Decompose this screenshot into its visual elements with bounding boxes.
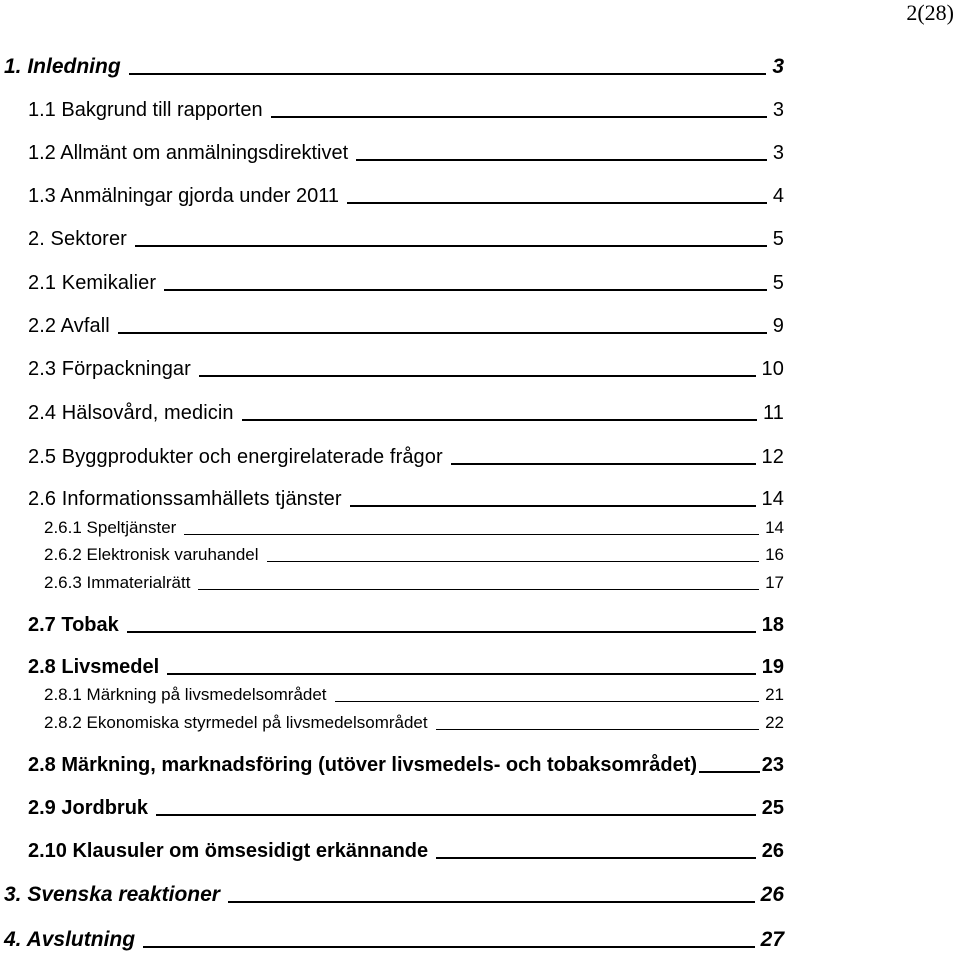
toc-entry-page: 18 (761, 614, 784, 636)
toc-entry-page: 17 (765, 573, 784, 592)
toc-entry-title: 2.1 Kemikalier (28, 272, 157, 294)
toc-entry-title: 2.8 Livsmedel (28, 656, 160, 678)
toc-leader-line (347, 202, 767, 204)
toc-entry-1-1[interactable] (28, 99, 784, 122)
toc-leader-line (228, 901, 755, 903)
toc-entry-page: 5 (772, 228, 784, 250)
toc-entry-title: 2.10 Klausuler om ömsesidigt erkännande (28, 840, 429, 862)
toc-entry-title: 2.6.1 Speltjänster (44, 518, 177, 537)
toc-entry-page: 3 (772, 55, 784, 78)
toc-entry-2-8-marking[interactable] (28, 754, 784, 777)
toc-entry-title: 2.6.3 Immaterialrätt (44, 573, 191, 592)
toc-entry-title: 2.3 Förpackningar (28, 358, 191, 380)
toc-leader-line (267, 561, 760, 562)
toc-leader-line (356, 159, 767, 161)
toc-leader-line (143, 946, 755, 948)
toc-leader-line (198, 589, 759, 590)
toc-leader-line (199, 375, 756, 377)
toc-entry-2-4[interactable] (28, 402, 784, 425)
toc-entry-2[interactable] (28, 228, 784, 251)
toc-leader-line (436, 729, 759, 730)
toc-entry-2-6-3[interactable] (44, 573, 784, 593)
toc-entry-title: 2.8.2 Ekonomiska styrmedel på livsmedelsområdet (44, 713, 428, 732)
toc-entry-title: 2.8 Märkning, marknadsföring (utöver livsmedels- och tobaksområdet) (28, 754, 698, 776)
toc-entry-2-6[interactable] (28, 488, 784, 511)
toc-entry-title: 2.4 Hälsovård, medicin (28, 402, 234, 424)
toc-leader-line (451, 463, 756, 465)
toc-leader-line (350, 505, 756, 507)
toc-entry-2-9[interactable] (28, 797, 784, 820)
toc-entry-page: 12 (761, 446, 784, 468)
toc-entry-page: 16 (765, 545, 784, 564)
toc-entry-page: 21 (765, 685, 784, 704)
toc-entry-title: 2.8.1 Märkning på livsmedelsområdet (44, 685, 327, 704)
toc-entry-title: 2.2 Avfall (28, 315, 110, 337)
page-number: 2(28) (906, 0, 954, 25)
toc-entry-title: 4. Avslutning (4, 928, 136, 951)
toc-leader-line (699, 771, 760, 773)
toc-leader-line (118, 332, 767, 334)
toc-entry-title: 2.9 Jordbruk (28, 797, 149, 819)
toc-entry-title: 1.3 Anmälningar gjorda under 2011 (28, 185, 339, 207)
toc-entry-title: 3. Svenska reaktioner (4, 883, 220, 906)
toc-leader-line (184, 534, 759, 535)
toc-entry-page: 27 (760, 928, 784, 951)
toc-leader-line (129, 73, 767, 75)
toc-entry-4[interactable] (4, 928, 784, 952)
toc-entry-page: 14 (765, 518, 784, 537)
toc-entry-page: 25 (761, 797, 784, 819)
toc-entry-1-2[interactable] (28, 142, 784, 165)
toc-leader-line (156, 814, 756, 816)
toc-entry-1[interactable] (4, 55, 784, 79)
toc-entry-title: 2. Sektorer (28, 228, 127, 250)
toc-entry-2-6-2[interactable] (44, 545, 784, 565)
toc-leader-line (167, 673, 756, 675)
toc-entry-page: 4 (772, 185, 784, 207)
toc-leader-line (127, 631, 756, 633)
toc-entry-2-7[interactable] (28, 614, 784, 637)
toc-leader-line (335, 701, 760, 702)
toc-entry-page: 3 (772, 142, 784, 164)
toc-entry-title: 1. Inledning (4, 55, 121, 78)
toc-entry-title: 2.5 Byggprodukter och energirelaterade frågor (28, 446, 443, 468)
toc-entry-page: 11 (763, 402, 784, 424)
toc-entry-page: 23 (761, 754, 784, 776)
toc-entry-page: 26 (760, 883, 784, 906)
toc-entry-2-8-2[interactable] (44, 713, 784, 733)
toc-entry-title: 2.7 Tobak (28, 614, 119, 636)
toc-entry-page: 19 (761, 656, 784, 678)
toc-leader-line (135, 245, 767, 247)
toc-entry-title: 2.6 Informationssamhällets tjänster (28, 488, 342, 510)
toc-entry-title: 1.1 Bakgrund till rapporten (28, 99, 263, 121)
toc-entry-page: 26 (761, 840, 784, 862)
toc-entry-2-6-1[interactable] (44, 518, 784, 538)
toc-entry-page: 3 (772, 99, 784, 121)
toc-entry-page: 9 (772, 315, 784, 337)
toc-entry-2-8[interactable] (28, 656, 784, 679)
toc-entry-2-1[interactable] (28, 272, 784, 295)
toc-entry-2-10[interactable] (28, 840, 784, 863)
toc-leader-line (242, 419, 757, 421)
toc-entry-3[interactable] (4, 883, 784, 907)
toc-leader-line (436, 857, 756, 859)
toc-entry-page: 22 (765, 713, 784, 732)
toc-entry-2-3[interactable] (28, 358, 784, 381)
toc-entry-page: 14 (761, 488, 784, 510)
toc-leader-line (271, 116, 767, 118)
toc-entry-1-3[interactable] (28, 185, 784, 208)
toc-entry-2-2[interactable] (28, 315, 784, 338)
toc-entry-2-5[interactable] (28, 446, 784, 469)
toc-leader-line (164, 289, 767, 291)
toc-entry-title: 2.6.2 Elektronisk varuhandel (44, 545, 259, 564)
toc-entry-title: 1.2 Allmänt om anmälningsdirektivet (28, 142, 349, 164)
toc-entry-page: 5 (772, 272, 784, 294)
toc-entry-page: 10 (761, 358, 784, 380)
toc-entry-2-8-1[interactable] (44, 685, 784, 705)
